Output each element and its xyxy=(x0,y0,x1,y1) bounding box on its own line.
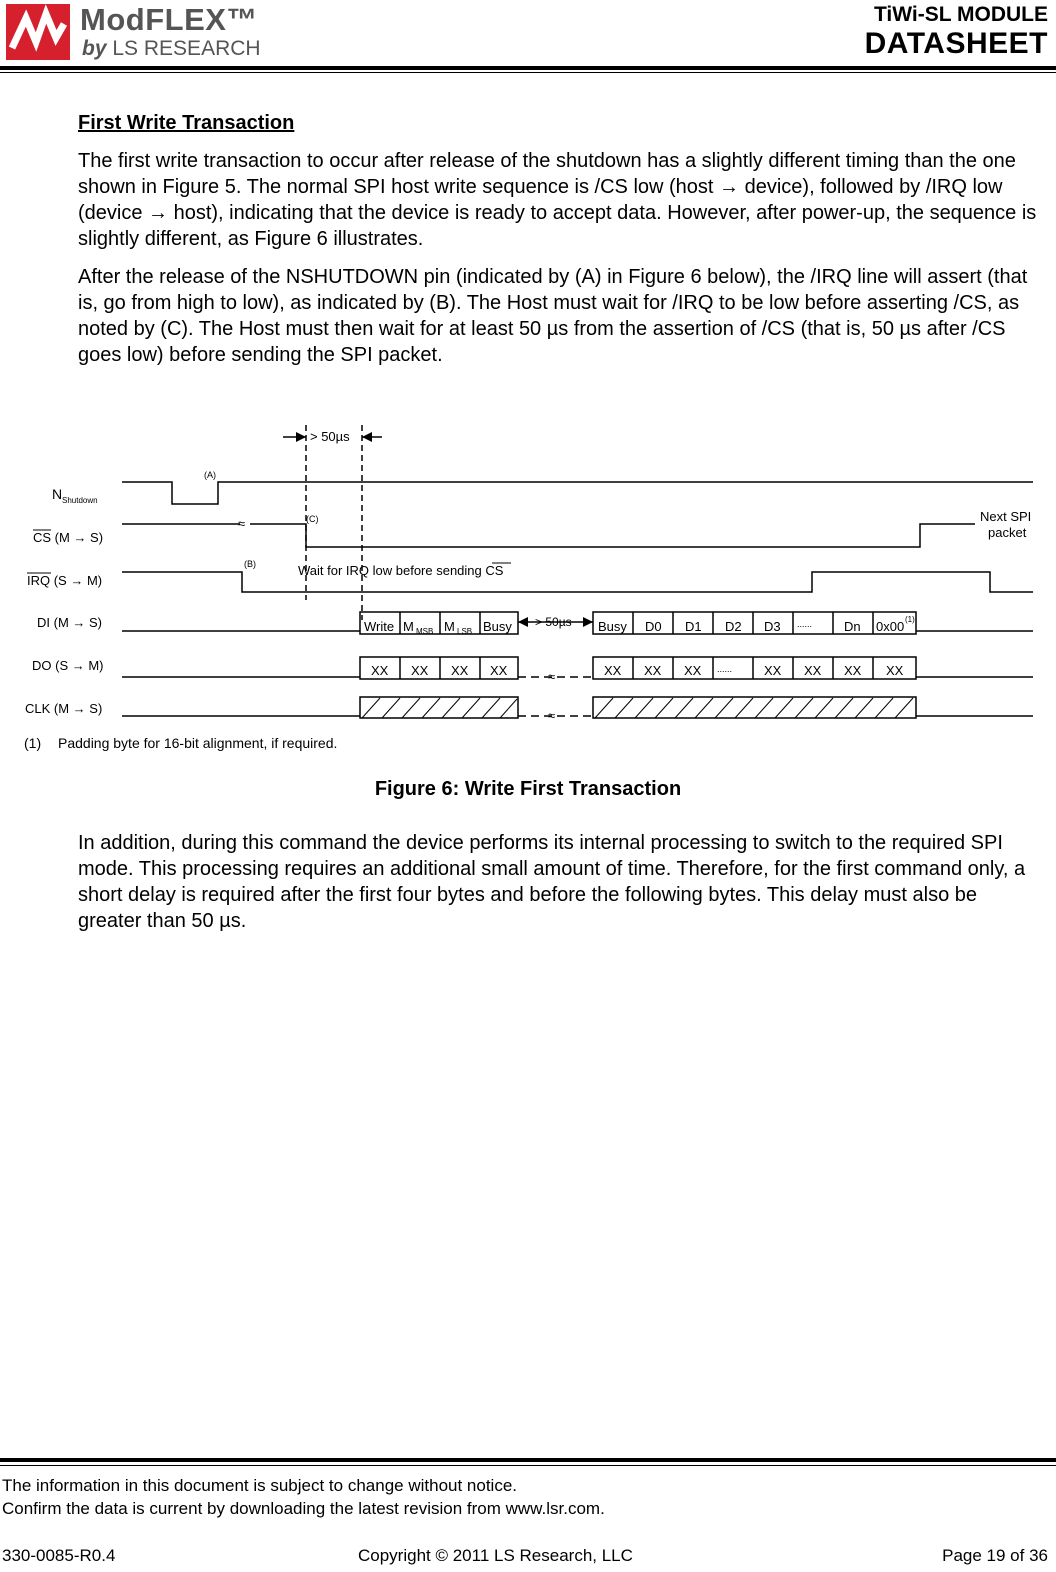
break-mark-do: ≈ xyxy=(548,669,556,684)
footnote-number: (1) xyxy=(24,735,42,751)
break-mark-clk: ≈ xyxy=(548,708,556,723)
di-cell: D3 xyxy=(764,619,781,634)
signal-nshutdown-sub: Shutdown xyxy=(62,496,98,505)
clk-hatch xyxy=(362,698,913,718)
footer-rule-thin xyxy=(0,1465,1056,1466)
marker-b: (B) xyxy=(244,559,256,569)
nshutdown-waveform xyxy=(122,482,1033,504)
figure-caption: Figure 6: Write First Transaction xyxy=(374,778,682,800)
di-block-2 xyxy=(593,612,916,634)
signal-do: DO (S → M) xyxy=(32,658,104,673)
di-cell: Write xyxy=(364,619,395,634)
cs-waveform-b xyxy=(250,524,975,547)
break-mark-cs: ≈ xyxy=(238,516,246,531)
logo-title: ModFLEX™ xyxy=(80,2,258,37)
di-cell: M xyxy=(403,619,414,634)
irq-waveform xyxy=(122,572,1033,592)
header-rule xyxy=(0,66,1056,70)
wait-label: Wait for IRQ low before sending CS xyxy=(298,563,504,578)
footer-notice-line2: Confirm the data is current by downloading the latest revision from www.lsr.com. xyxy=(2,1499,605,1518)
di-cell: Dn xyxy=(844,619,861,634)
do-block-2 xyxy=(593,657,916,679)
do-cell: XX xyxy=(644,663,662,678)
di-cell: D2 xyxy=(725,619,742,634)
footer-notice-line1: The information in this document is subject to change without notice. xyxy=(2,1476,518,1495)
module-name: TiWi-SL MODULE xyxy=(873,3,1048,26)
di-cell: Busy xyxy=(483,619,512,634)
doc-number: 330-0085-R0.4 xyxy=(2,1546,116,1565)
paragraph-2: After the release of the NSHUTDOWN pin (indicated by (A) in Figure 6 below), the /IRQ line will assert (that is, go from high to low), as indicated by (B). The Host must wait for /IRQ to be low before asserting /CS, as noted by (C). The Host must then wait for at least 50 µs from the assertion of /CS (that is, 50 µs after /CS goes low) before sending the SPI packet. xyxy=(78,266,1028,366)
timing-label: > 50µs xyxy=(310,429,350,444)
clk-block-1 xyxy=(360,697,518,718)
next-packet-line1: Next SPI xyxy=(980,509,1032,524)
do-cell: XX xyxy=(451,663,469,678)
do-cell: XX xyxy=(411,663,429,678)
logo-by: by xyxy=(82,37,107,60)
header-title-block xyxy=(865,2,1048,60)
copyright: Copyright © 2011 LS Research, LLC xyxy=(358,1546,633,1565)
signal-clk: CLK (M → S) xyxy=(25,701,103,716)
modflex-logo-icon xyxy=(6,4,70,60)
do-cell: XX xyxy=(490,663,508,678)
clk-block-2 xyxy=(593,697,916,718)
footnote-text: Padding byte for 16-bit alignment, if required. xyxy=(58,735,338,751)
do-cell: XX xyxy=(684,663,702,678)
di-cell-sub: MSB xyxy=(416,627,434,636)
di-cell: ...... xyxy=(797,619,813,629)
timing-diagram xyxy=(20,420,1040,760)
signal-irq: IRQ (S → M) xyxy=(27,573,103,588)
signal-di: DI (M → S) xyxy=(37,615,102,630)
page-header xyxy=(0,0,1056,66)
paragraph-3: In addition, during this command the device performs its internal processing to switch to the required SPI mode. This processing requires an additional small amount of time. Therefore, for the first command only, a short delay is required after the first four bytes and before the following bytes. This delay must also be greater than 50 µs. xyxy=(78,832,1026,932)
next-packet-line2: packet xyxy=(988,525,1027,540)
di-cell: 0x00 xyxy=(876,619,905,634)
di-cell: D0 xyxy=(645,619,662,634)
paragraph-1: The first write transaction to occur after release of the shutdown has a slightly different timing than the one shown in Figure 5. The normal SPI host write sequence is /CS low (host → device), followed by /IRQ low (device → host), indicating that the device is ready to accept data. However, after power-up, the sequence is slightly different, as Figure 6 illustrates. xyxy=(78,150,1037,250)
section-heading: First Write Transaction xyxy=(78,112,295,134)
logo-subtitle xyxy=(82,37,261,61)
do-cell: XX xyxy=(764,663,782,678)
pad-superscript: (1) xyxy=(905,615,915,624)
do-cell: XX xyxy=(804,663,822,678)
do-cell: XX xyxy=(844,663,862,678)
signal-cs: CS (M → S) xyxy=(33,530,104,545)
marker-c: (C) xyxy=(306,514,319,524)
document-type: DATASHEET xyxy=(864,27,1048,60)
section-body xyxy=(78,110,1044,380)
logo-company: LS RESEARCH xyxy=(112,37,261,60)
di-cell: D1 xyxy=(685,619,702,634)
page-number: Page 19 of 36 xyxy=(942,1546,1048,1565)
section-body-continued xyxy=(78,830,1044,934)
mid-timing-label: > 50µs xyxy=(535,615,572,629)
do-cell: ...... xyxy=(717,664,733,674)
header-rule-thin xyxy=(0,72,1056,73)
do-cell: XX xyxy=(604,663,622,678)
marker-a: (A) xyxy=(204,470,216,480)
footer-rule xyxy=(0,1458,1056,1462)
di-cell: M xyxy=(444,619,455,634)
do-cell: XX xyxy=(886,663,904,678)
footer-notice xyxy=(2,1474,605,1520)
do-cell: XX xyxy=(371,663,389,678)
di-cell: Busy xyxy=(598,619,627,634)
di-cell-sub: LSB xyxy=(457,627,473,636)
signal-nshutdown: N xyxy=(52,486,63,502)
